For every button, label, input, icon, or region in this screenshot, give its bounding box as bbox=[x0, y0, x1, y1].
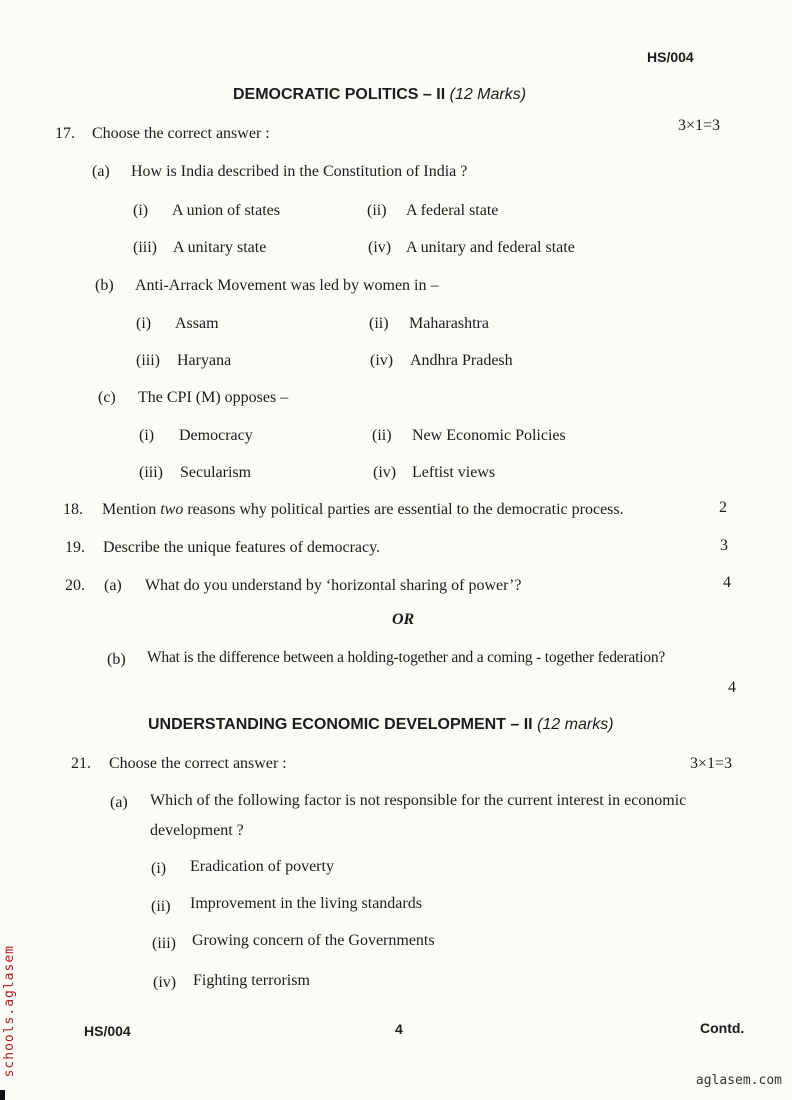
q18-text-part: Mention bbox=[102, 501, 161, 518]
question-21-number: 21. bbox=[71, 755, 91, 772]
scan-edge-mark bbox=[0, 1090, 5, 1100]
q17a-option-iii-text: A unitary state bbox=[173, 239, 267, 256]
q17c-option-iv-number: (iv) bbox=[373, 464, 397, 481]
q17c-option-ii-text: New Economic Policies bbox=[412, 427, 566, 444]
q17a-option-iv-number: (iv) bbox=[368, 239, 392, 256]
q17b-option-i-text: Assam bbox=[175, 315, 219, 332]
section-title: DEMOCRATIC POLITICS – II bbox=[233, 86, 446, 103]
question-20-number: 20. bbox=[65, 577, 85, 594]
q20a-text: What do you understand by ‘horizontal sharing of power’? bbox=[145, 577, 522, 594]
footer-paper-code: HS/004 bbox=[84, 1023, 131, 1039]
q21a-option-iii-number: (iii) bbox=[152, 935, 176, 952]
q17c-option-iii-number: (iii) bbox=[139, 464, 163, 481]
q17b-label: (b) bbox=[95, 277, 114, 294]
q20b-text: What is the difference between a holding-together and a coming - together federation? bbox=[147, 649, 666, 666]
q21a-option-iv-text: Fighting terrorism bbox=[193, 972, 310, 989]
section-marks: (12 marks) bbox=[537, 716, 614, 733]
q17b-text: Anti-Arrack Movement was led by women in – bbox=[135, 277, 439, 294]
q17c-option-i-number: (i) bbox=[139, 427, 155, 444]
question-21-marks: 3×1=3 bbox=[690, 755, 733, 772]
q21a-text-line2: development ? bbox=[150, 822, 244, 839]
q21a-label: (a) bbox=[110, 794, 128, 811]
q17b-option-iii-text: Haryana bbox=[177, 352, 232, 369]
q17c-label: (c) bbox=[98, 389, 116, 406]
q17b-option-i-number: (i) bbox=[136, 315, 152, 332]
footer-contd: Contd. bbox=[700, 1020, 745, 1036]
q17c-option-iv-text: Leftist views bbox=[412, 464, 496, 481]
header-paper-code: HS/004 bbox=[647, 49, 694, 65]
q18-text-italic: two bbox=[160, 501, 184, 518]
q18-text-part-end: reasons why political parties are essential to the democratic process. bbox=[183, 501, 624, 518]
q17c-text: The CPI (M) opposes – bbox=[138, 389, 289, 406]
section-marks: (12 Marks) bbox=[449, 86, 527, 103]
bottom-watermark: aglasem.com bbox=[695, 1073, 782, 1088]
q17b-option-iii-number: (iii) bbox=[136, 352, 160, 369]
q21a-option-i-text: Eradication of poverty bbox=[190, 858, 334, 875]
question-18-number: 18. bbox=[63, 501, 83, 518]
q21a-option-ii-text: Improvement in the living standards bbox=[190, 895, 422, 912]
q17c-option-i-text: Democracy bbox=[179, 427, 253, 444]
q21a-option-iv-number: (iv) bbox=[153, 974, 177, 991]
q21a-option-ii-number: (ii) bbox=[151, 898, 171, 915]
q21a-option-i-number: (i) bbox=[151, 860, 167, 877]
q20b-label: (b) bbox=[107, 651, 126, 668]
q17a-option-i-number: (i) bbox=[133, 202, 149, 219]
q17a-label: (a) bbox=[92, 163, 110, 180]
question-17-number: 17. bbox=[55, 125, 75, 142]
section-heading-economic-development bbox=[148, 716, 614, 734]
question-17-marks: 3×1=3 bbox=[678, 117, 721, 134]
q17b-option-iv-text: Andhra Pradesh bbox=[410, 352, 513, 369]
q17a-option-i-text: A union of states bbox=[172, 202, 280, 219]
question-18-text bbox=[102, 501, 624, 519]
question-21-text: Choose the correct answer : bbox=[109, 755, 287, 772]
q17c-option-iii-text: Secularism bbox=[180, 464, 252, 481]
q20a-marks: 4 bbox=[723, 574, 731, 591]
question-19-number: 19. bbox=[65, 539, 85, 556]
q17b-option-ii-number: (ii) bbox=[369, 315, 389, 332]
q17a-option-ii-text: A federal state bbox=[406, 202, 499, 219]
question-19-marks: 3 bbox=[720, 537, 728, 554]
q20a-label: (a) bbox=[104, 577, 122, 594]
q20b-marks: 4 bbox=[728, 679, 736, 696]
q17a-option-iv-text: A unitary and federal state bbox=[406, 239, 575, 256]
q17b-option-ii-text: Maharashtra bbox=[409, 315, 489, 332]
footer-page-number: 4 bbox=[395, 1021, 403, 1037]
q17a-option-ii-number: (ii) bbox=[367, 202, 387, 219]
q17a-text: How is India described in the Constitution of India ? bbox=[131, 163, 468, 180]
side-watermark: schools.aglasem bbox=[2, 945, 17, 1078]
q17a-option-iii-number: (iii) bbox=[133, 239, 157, 256]
question-19-text: Describe the unique features of democracy. bbox=[103, 539, 381, 556]
q17b-option-iv-number: (iv) bbox=[370, 352, 394, 369]
q17c-option-ii-number: (ii) bbox=[372, 427, 392, 444]
q21a-option-iii-text: Growing concern of the Governments bbox=[192, 932, 435, 949]
section-title: UNDERSTANDING ECONOMIC DEVELOPMENT – II bbox=[148, 716, 533, 733]
question-18-marks: 2 bbox=[719, 499, 727, 516]
question-17-text: Choose the correct answer : bbox=[92, 125, 270, 142]
section-heading-democratic-politics bbox=[233, 86, 526, 104]
q21a-text-line1: Which of the following factor is not responsible for the current interest in economic bbox=[150, 792, 687, 809]
or-separator: OR bbox=[392, 611, 415, 628]
